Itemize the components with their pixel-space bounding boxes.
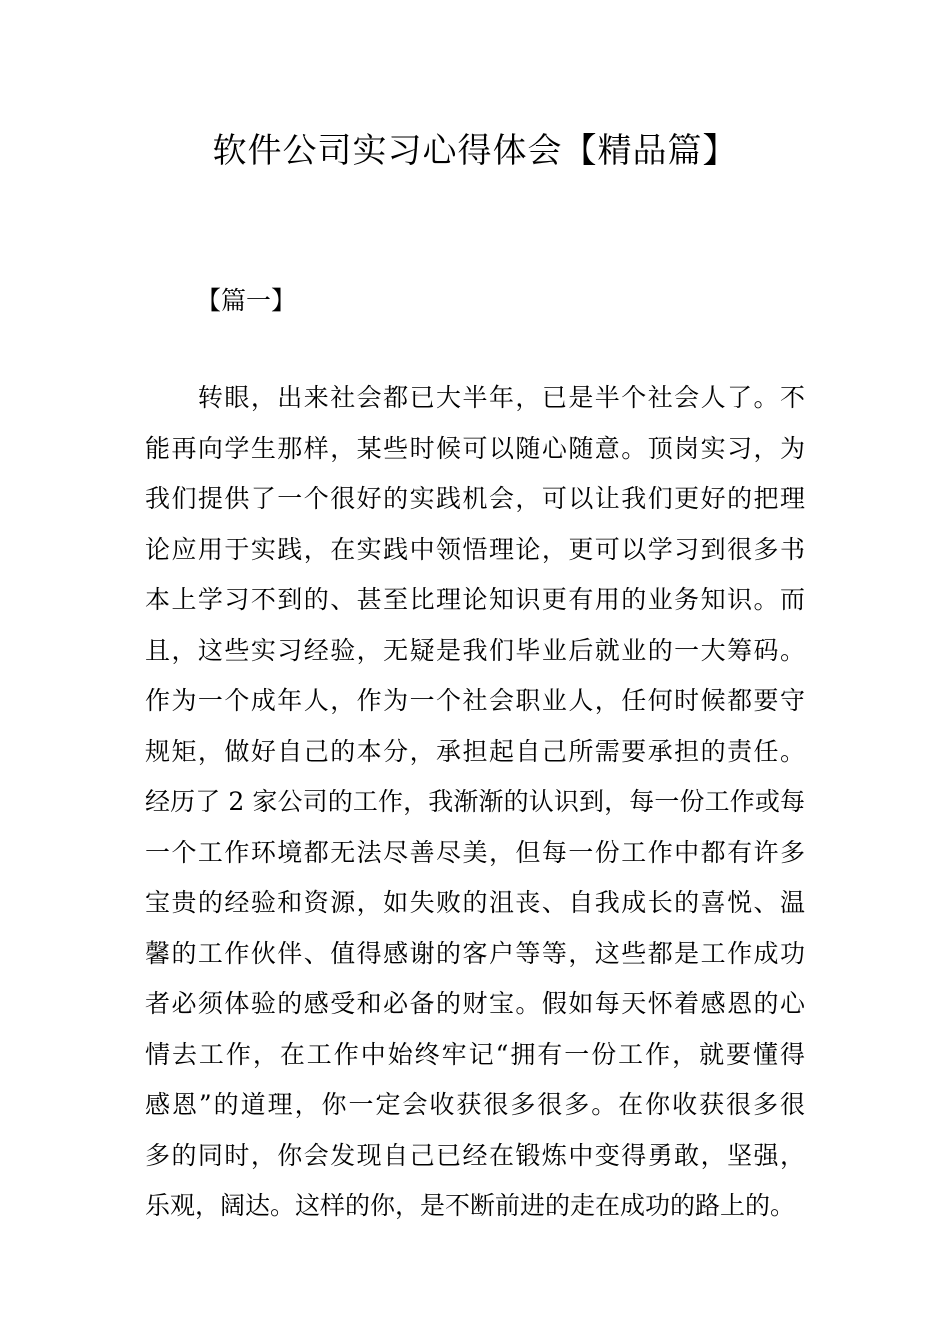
paragraph-line: 宝贵的经验和资源，如失败的沮丧、自我成长的喜悦、温 (145, 888, 805, 917)
section-heading: 【篇一】 (196, 286, 297, 315)
paragraph-line: 转眼，出来社会都已大半年，已是半个社会人了。不 (145, 383, 805, 412)
paragraph-line: 本上学习不到的、甚至比理论知识更有用的业务知识。而 (145, 585, 805, 614)
paragraph-line: 能再向学生那样，某些时候可以随心随意。顶岗实习，为 (145, 433, 805, 463)
paragraph-line: 且，这些实习经验，无疑是我们毕业后就业的一大筹码。 (145, 635, 805, 665)
paragraph-line: 情去工作，在工作中始终牢记“拥有一份工作，就要懂得 (145, 1039, 805, 1069)
body-paragraph (145, 380, 805, 1239)
paragraph-line: 感恩”的道理，你一定会收获很多很多。在你收获很多很 (145, 1090, 805, 1119)
paragraph-line: 经历了 2 家公司的工作，我渐渐的认识到，每一份工作或每 (145, 787, 805, 816)
paragraph-line: 作为一个成年人，作为一个社会职业人，任何时候都要守 (145, 686, 805, 715)
paragraph-line: 一个工作环境都无法尽善尽美，但每一份工作中都有许多 (145, 837, 805, 867)
paragraph-line: 馨的工作伙伴、值得感谢的客户等等，这些都是工作成功 (145, 938, 805, 968)
paragraph-line: 论应用于实践，在实践中领悟理论，更可以学习到很多书 (145, 534, 805, 564)
paragraph-line: 多的同时，你会发现自己已经在锻炼中变得勇敢，坚强， (145, 1140, 805, 1170)
document-title: 软件公司实习心得体会【精品篇】 (212, 131, 738, 171)
paragraph-line: 规矩，做好自己的本分，承担起自己所需要承担的责任。 (145, 736, 805, 766)
paragraph-line: 乐观，阔达。这样的你，是不断前进的走在成功的路上的。 (145, 1191, 796, 1220)
paragraph-line: 我们提供了一个很好的实践机会，可以让我们更好的把理 (145, 484, 805, 513)
paragraph-line: 者必须体验的感受和必备的财宝。假如每天怀着感恩的心 (145, 989, 805, 1018)
